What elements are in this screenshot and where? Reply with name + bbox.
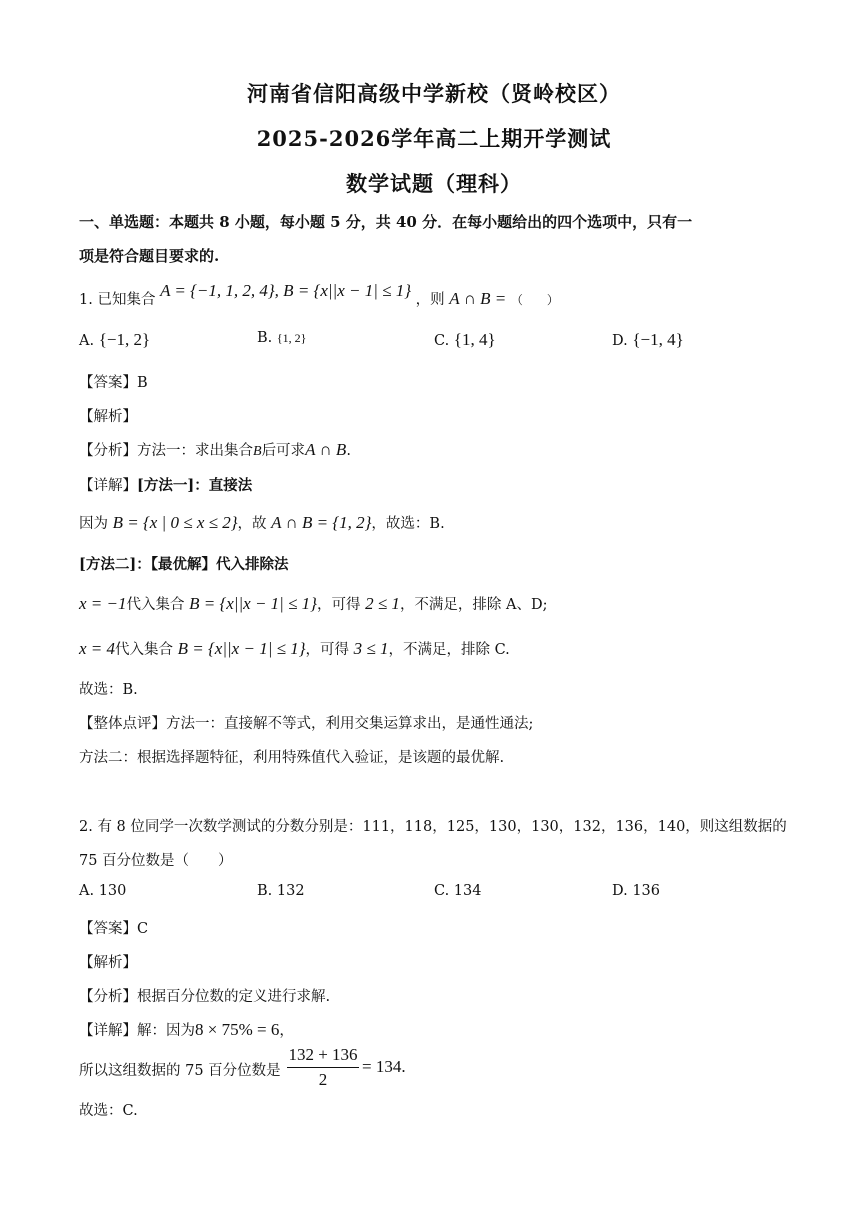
q1-because-prefix: 因为	[79, 516, 108, 532]
q2-option-c-value: 134	[453, 883, 482, 899]
q1-review-2: 方法二：根据选择题特征，利用特殊值代入验证，是该题的最优解.	[79, 750, 505, 766]
q1-option-d	[612, 330, 684, 350]
q2-conclusion-end: .	[401, 1057, 406, 1076]
q1-paren: （ ）	[510, 293, 559, 307]
q1-option-d-value: {−1, 4}	[632, 330, 684, 349]
q2-option-a-value: 130	[98, 883, 127, 899]
question-2-stem: 2. 有 8 位同学一次数学测试的分数分别是：111，118，125，130，130，132，136，140，则这组数据的	[79, 819, 787, 835]
q1-sub1-math3: 2 ≤ 1	[365, 594, 400, 613]
q1-fenxi-end: .	[346, 443, 351, 459]
q2-option-d-label: D.	[612, 883, 628, 899]
q2-fraction	[287, 1045, 359, 1091]
q1-fenxi	[79, 439, 351, 460]
q2-option-d	[612, 883, 660, 899]
q1-stem-math-intersection: A ∩ B =	[449, 289, 507, 308]
q2-option-b	[257, 883, 305, 899]
q1-choose: 故选：B.	[79, 682, 138, 698]
q1-sub2-line	[79, 638, 510, 659]
q1-because-math2: A ∩ B = {1, 2}	[271, 513, 372, 532]
q1-sub1-mid2: ，可得	[316, 597, 361, 613]
q1-sub2-math2: B = {x||x − 1| ≤ 1}	[177, 639, 306, 658]
q2-option-c-label: C.	[434, 883, 450, 899]
q1-because-mid: ，故	[237, 516, 267, 532]
q2-option-a-label: A.	[79, 883, 95, 899]
q2-option-a	[79, 883, 126, 899]
q1-analysis-tag: 【解析】	[79, 409, 137, 425]
q1-sub2-mid2: ，可得	[305, 642, 350, 658]
q1-review-1: 【整体点评】方法一：直接解不等式，利用交集运算求出，是通性通法;	[79, 716, 534, 732]
q1-because-line	[79, 512, 445, 533]
q1-sub2-math3: 3 ≤ 1	[353, 639, 389, 658]
q1-fenxi-math2: A ∩ B	[305, 440, 347, 459]
q1-sub1-line	[79, 593, 548, 614]
q1-option-d-label: D.	[612, 333, 628, 349]
q2-conclusion-text: 所以这组数据的 75 百分位数是	[79, 1063, 281, 1079]
q2-analysis-tag: 【解析】	[79, 955, 137, 971]
q1-method2-title: [方法二]：【最优解】代入排除法	[79, 556, 289, 573]
q2-xiangjie-end: ，	[279, 1023, 294, 1039]
q2-option-b-label: B.	[257, 883, 273, 899]
q2-fraction-denominator: 2	[318, 1070, 328, 1089]
q1-stem-prefix: 1. 已知集合	[79, 292, 156, 308]
q1-sub1-math: x = −1	[79, 594, 127, 613]
q1-sub2-math: x = 4	[79, 639, 116, 658]
q2-fraction-numerator: 132 + 136	[288, 1045, 358, 1064]
document-title: 河南省信阳高级中学新校（贤岭校区）	[247, 81, 621, 106]
q1-because-math1: B = {x | 0 ≤ x ≤ 2}	[112, 513, 238, 532]
q2-option-b-value: 132	[276, 883, 305, 899]
q1-fenxi-mid: 后可求	[261, 443, 306, 459]
question-2-stem-cont: 75 百分位数是（ ）	[79, 853, 233, 869]
q1-sub2-end: ，不满足，排除 C.	[388, 642, 510, 658]
q2-fraction-result-value: = 134	[362, 1057, 402, 1076]
q1-option-b-value: {1, 2}	[276, 331, 307, 345]
q1-sub1-mid: 代入集合	[126, 597, 185, 613]
q2-xiangjie-math: 8 × 75% = 6	[195, 1020, 280, 1039]
q1-xiangjie-tag: 【详解】	[79, 478, 137, 494]
q2-xiangjie	[79, 1019, 294, 1040]
q1-option-c-value: {1, 4}	[453, 330, 496, 349]
q1-option-a	[79, 330, 150, 350]
q1-xiangjie	[79, 474, 252, 495]
question-1-stem	[79, 281, 559, 309]
q1-sub1-math2: B = {x||x − 1| ≤ 1}	[189, 594, 317, 613]
q2-fraction-bar	[287, 1067, 359, 1068]
q2-fraction-result	[362, 1057, 406, 1077]
q1-fenxi-prefix: 【分析】方法一：求出集合	[79, 443, 253, 459]
q2-choose: 故选：C.	[79, 1103, 138, 1119]
q1-sub1-end: ，不满足，排除 A、D;	[399, 597, 548, 613]
q1-stem-suffix: ，则	[415, 292, 445, 308]
q1-stem-math-sets: A = {−1, 1, 2, 4}, B = {x||x − 1| ≤ 1}	[160, 281, 412, 300]
document-subtitle: 2025-2026学年高二上期开学测试	[256, 126, 612, 151]
q1-option-a-value: {−1, 2}	[98, 330, 151, 349]
q1-sub2-mid: 代入集合	[115, 642, 174, 658]
q1-method1-title: [方法一]：直接法	[137, 477, 253, 494]
q2-xiangjie-prefix: 【详解】解：因为	[79, 1023, 195, 1039]
q1-fenxi-math1: B	[253, 444, 262, 459]
q2-option-d-value: 136	[632, 883, 661, 899]
section-heading-cont: 项是符合题目要求的.	[79, 247, 220, 265]
q1-option-a-label: A.	[79, 333, 95, 349]
q2-option-c	[434, 883, 481, 899]
section-heading: 一、单选题：本题共 8 小题，每小题 5 分，共 40 分．在每小题给出的四个选项中，只有一	[79, 213, 693, 231]
q1-option-b-label: B.	[257, 330, 273, 346]
document-subject-title: 数学试题（理科）	[346, 171, 522, 196]
q1-option-c	[434, 330, 496, 350]
q1-option-c-label: C.	[434, 333, 450, 349]
q1-answer: 【答案】B	[79, 375, 148, 391]
q2-answer: 【答案】C	[79, 921, 149, 937]
q2-fenxi: 【分析】根据百分位数的定义进行求解.	[79, 989, 331, 1005]
q1-because-end: ，故选：B.	[371, 516, 445, 532]
q1-option-b	[257, 330, 306, 346]
